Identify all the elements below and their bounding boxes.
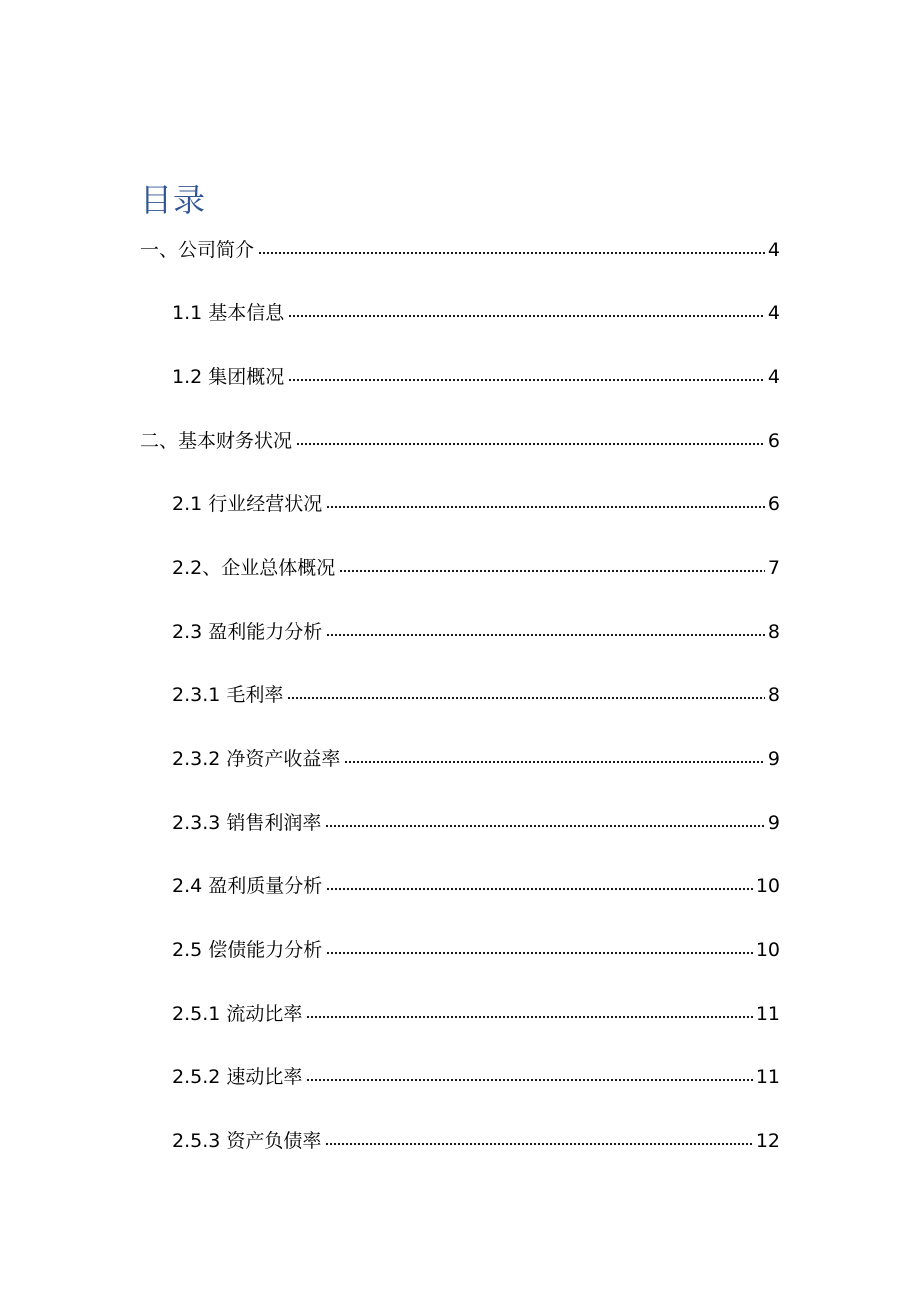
toc-dot-leader	[344, 758, 765, 766]
toc-entry-text: 2.5.1 流动比率	[172, 1003, 303, 1025]
toc-dot-leader	[296, 440, 765, 448]
toc-entry[interactable]	[172, 1128, 780, 1154]
toc-entry[interactable]	[172, 491, 780, 517]
toc-entry[interactable]	[172, 937, 780, 963]
toc-page-number: 10	[755, 939, 780, 961]
toc-entry[interactable]	[172, 682, 780, 708]
toc-entry[interactable]	[172, 1064, 780, 1090]
toc-entry-text: 1.1 基本信息	[172, 302, 285, 324]
toc-entry-text: 1.2 集团概况	[172, 366, 285, 388]
toc-entry[interactable]	[172, 746, 780, 772]
toc-page-number: 8	[767, 684, 780, 706]
toc-dot-leader	[326, 949, 753, 957]
toc-dot-leader	[326, 885, 753, 893]
toc-dot-leader	[325, 1140, 752, 1148]
toc-entry[interactable]	[140, 428, 780, 454]
toc-page-number: 12	[755, 1130, 780, 1152]
toc-page-number: 9	[767, 812, 780, 834]
toc-page-number: 11	[755, 1003, 780, 1025]
toc-page-number: 8	[767, 621, 780, 643]
toc-dot-leader	[326, 503, 765, 511]
toc-entry[interactable]	[172, 300, 780, 326]
toc-title: 目录	[140, 181, 207, 219]
toc-page-number: 9	[767, 748, 780, 770]
toc-entry[interactable]	[172, 810, 780, 836]
toc-dot-leader	[326, 631, 765, 639]
toc-entry-text: 2.5 偿债能力分析	[172, 939, 323, 961]
toc-entry-text: 2.1 行业经营状况	[172, 493, 323, 515]
toc-page-number: 4	[767, 366, 780, 388]
toc-entry-text: 一、公司简介	[140, 239, 255, 261]
toc-entry[interactable]	[172, 619, 780, 645]
toc-entry-text: 2.5.2 速动比率	[172, 1066, 303, 1088]
toc-entry-text: 2.3.2 净资产收益率	[172, 748, 341, 770]
toc-page-number: 11	[755, 1066, 780, 1088]
toc-entry-text: 2.2、企业总体概况	[172, 557, 336, 579]
toc-dot-leader	[339, 567, 765, 575]
toc-page-number: 6	[767, 493, 780, 515]
toc-entry-text: 2.5.3 资产负债率	[172, 1130, 322, 1152]
toc-entry[interactable]	[140, 237, 780, 263]
toc-entry[interactable]	[172, 555, 780, 581]
toc-page-number: 10	[755, 875, 780, 897]
toc-dot-leader	[288, 376, 765, 384]
toc-entry[interactable]	[172, 364, 780, 390]
toc-dot-leader	[288, 312, 765, 320]
toc-page-number: 6	[767, 430, 780, 452]
toc-page-number: 7	[767, 557, 780, 579]
toc-entry[interactable]	[172, 1001, 780, 1027]
toc-page-number: 4	[767, 239, 780, 261]
toc-dot-leader	[306, 1076, 752, 1084]
toc-page-number: 4	[767, 302, 780, 324]
toc-entry-text: 二、基本财务状况	[140, 430, 293, 452]
toc-dot-leader	[287, 694, 765, 702]
toc-entry-text: 2.4 盈利质量分析	[172, 875, 323, 897]
toc-entry-text: 2.3 盈利能力分析	[172, 621, 323, 643]
toc-entry[interactable]	[172, 873, 780, 899]
toc-dot-leader	[306, 1013, 752, 1021]
toc-dot-leader	[325, 822, 765, 830]
toc-dot-leader	[258, 249, 765, 257]
toc-entry-text: 2.3.3 销售利润率	[172, 812, 322, 834]
toc-entry-text: 2.3.1 毛利率	[172, 684, 284, 706]
